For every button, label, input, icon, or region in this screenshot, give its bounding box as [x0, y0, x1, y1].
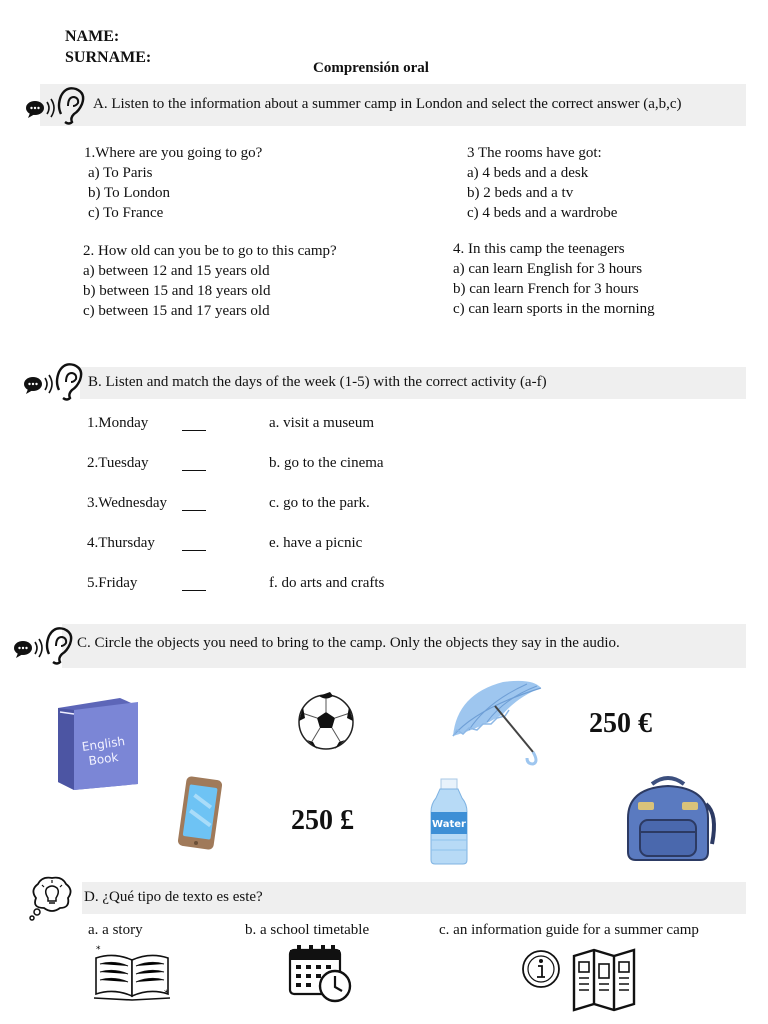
svg-text:*: *: [96, 945, 101, 955]
activity-label: a. visit a museum: [269, 415, 374, 431]
open-book-icon: [92, 944, 174, 1004]
backpack-icon[interactable]: [618, 774, 718, 862]
question-text: 3 The rooms have got:: [467, 145, 602, 161]
water-bottle-icon[interactable]: [427, 778, 471, 866]
calendar-clock-icon: [287, 944, 353, 1004]
activity-label: b. go to the cinema: [269, 455, 384, 471]
lightbulb-thought-icon: [28, 876, 74, 920]
answer-blank[interactable]: [182, 510, 206, 511]
section-c-instruction: C. Circle the objects you need to bring to the camp. Only the objects they say in the audio.: [77, 635, 620, 651]
answer-blank[interactable]: [182, 470, 206, 471]
answer-blank[interactable]: [182, 550, 206, 551]
option[interactable]: a) To Paris: [88, 165, 153, 181]
option[interactable]: b) 2 beds and a tv: [467, 185, 574, 201]
question-4: [453, 239, 655, 319]
option[interactable]: b) between 15 and 18 years old: [83, 283, 271, 299]
listening-icon: [12, 622, 78, 662]
day-row: [87, 535, 155, 552]
bottle-label: Water: [432, 819, 466, 830]
option-b[interactable]: b. a school timetable: [245, 922, 370, 938]
day-row: [87, 575, 137, 592]
day-label: 3.Wednesday: [87, 495, 168, 511]
section-a-instruction: A. Listen to the information about a summer camp in London and select the correct answer (a,b,c): [93, 96, 682, 112]
question-text: 2. How old can you be to go to this camp?: [83, 243, 337, 259]
day-row: [87, 415, 148, 432]
activity-label: c. go to the park.: [269, 495, 370, 511]
option[interactable]: a) between 12 and 15 years old: [83, 263, 270, 279]
day-row: [87, 455, 149, 472]
option-a[interactable]: a. a story: [88, 922, 143, 938]
question-text: 1.Where are you going to go?: [84, 145, 263, 161]
section-d-instruction: D. ¿Qué tipo de texto es este?: [84, 889, 263, 905]
activity-label: f. do arts and crafts: [269, 575, 385, 591]
day-label: 2.Tuesday: [87, 455, 149, 471]
option-c[interactable]: c. an information guide for a summer camp: [439, 922, 699, 938]
question-text: 4. In this camp the teenagers: [453, 241, 625, 257]
soccer-ball-icon[interactable]: [297, 693, 355, 751]
surname-label: SURNAME:: [65, 49, 152, 66]
listening-icon: [22, 360, 88, 400]
phone-icon[interactable]: [172, 776, 224, 852]
option[interactable]: c) 4 beds and a wardrobe: [467, 205, 618, 221]
book-icon[interactable]: [54, 696, 144, 792]
option[interactable]: b) can learn French for 3 hours: [453, 281, 639, 297]
day-label: 4.Thursday: [87, 535, 155, 551]
day-row: [87, 495, 167, 512]
guide-brochure-icon: [570, 948, 638, 1012]
price-euro[interactable]: 250 €: [589, 708, 652, 739]
page-title: Comprensión oral: [313, 60, 429, 76]
option[interactable]: c) between 15 and 17 years old: [83, 303, 270, 319]
section-b-instruction: B. Listen and match the days of the week (1-5) with the correct activity (a-f): [88, 374, 547, 390]
name-label: NAME:: [65, 28, 120, 45]
book-cover-text: English: [81, 734, 126, 754]
activity-label: e. have a picnic: [269, 535, 363, 551]
option[interactable]: c) To France: [88, 205, 164, 221]
book-cover-text: Book: [87, 750, 120, 769]
answer-blank[interactable]: [182, 430, 206, 431]
option[interactable]: a) 4 beds and a desk: [467, 165, 589, 181]
option[interactable]: a) can learn English for 3 hours: [453, 261, 643, 277]
question-2: [83, 241, 337, 321]
umbrella-icon[interactable]: [447, 678, 547, 768]
day-label: 1.Monday: [87, 415, 149, 431]
question-1: [84, 143, 262, 223]
svg-text:*: *: [164, 989, 169, 999]
option[interactable]: b) To London: [88, 185, 171, 201]
answer-blank[interactable]: [182, 590, 206, 591]
price-pound[interactable]: 250 £: [291, 805, 354, 836]
info-icon: [521, 949, 565, 993]
option[interactable]: c) can learn sports in the morning: [453, 301, 655, 317]
listening-icon: [24, 84, 90, 124]
day-label: 5.Friday: [87, 575, 138, 591]
question-3: [467, 143, 617, 223]
